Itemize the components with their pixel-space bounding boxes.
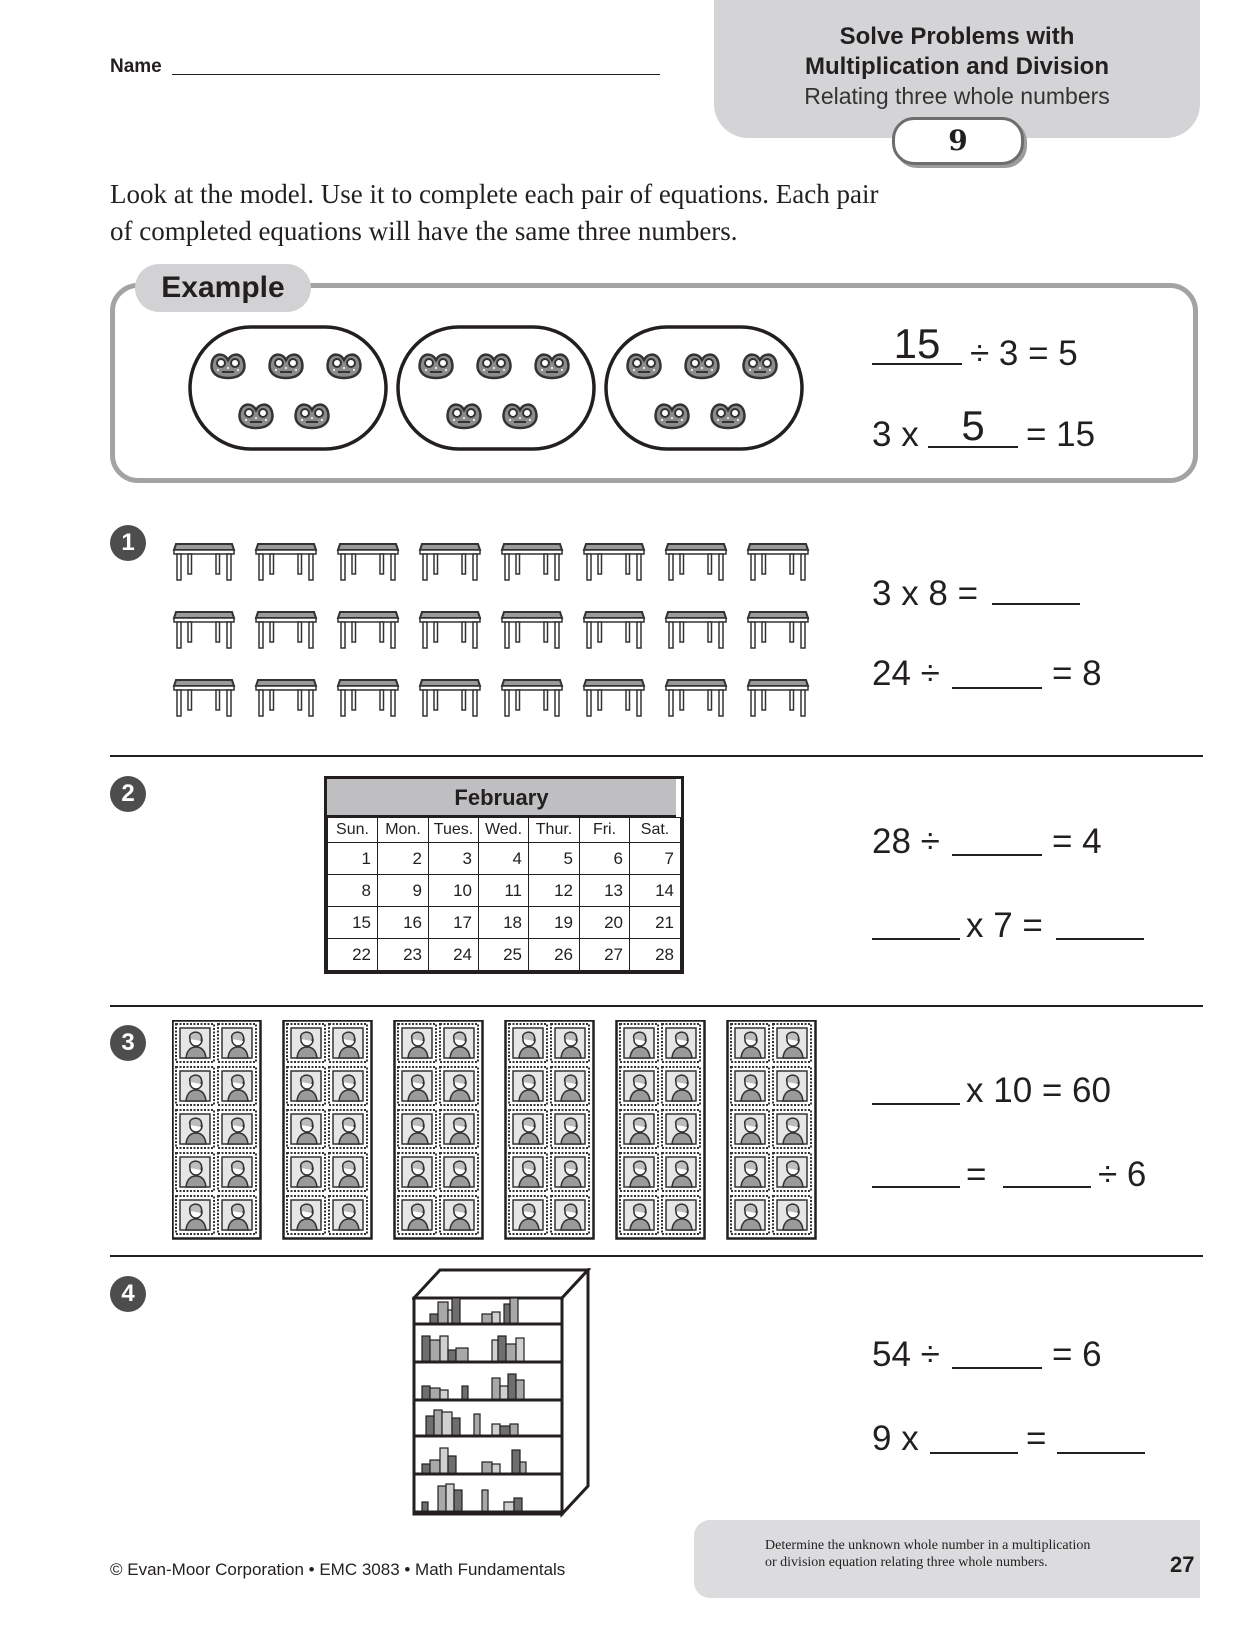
stamp-icon — [620, 1196, 658, 1234]
footer-description-line-1: Determine the unknown whole number in a multiplication — [765, 1538, 1091, 1553]
stamp-icon — [440, 1196, 478, 1234]
stamp-icon — [398, 1110, 436, 1148]
stamp-sheet — [617, 1021, 705, 1239]
stamp-icon — [773, 1153, 811, 1191]
calendar-date: 10 — [429, 875, 479, 907]
stamp-icon — [440, 1110, 478, 1148]
table-icon — [584, 680, 644, 716]
book-icon — [456, 1348, 468, 1362]
stamp-icon — [329, 1196, 367, 1234]
stamp-icon — [398, 1196, 436, 1234]
calendar-month: February — [327, 779, 676, 817]
book-icon — [422, 1386, 430, 1400]
book-icon — [446, 1484, 454, 1512]
book-icon — [492, 1312, 500, 1324]
group-oval — [606, 327, 802, 449]
book-icon — [426, 1416, 434, 1436]
stamp-icon — [398, 1067, 436, 1105]
book-icon — [440, 1448, 448, 1474]
stamp-icon — [329, 1110, 367, 1148]
calendar-date: 19 — [529, 907, 580, 939]
pretzel-icon — [420, 355, 453, 378]
instructions — [110, 176, 1010, 250]
instructions-line-2: of completed equations will have the same three numbers. — [110, 216, 738, 246]
pretzel-icon — [656, 405, 689, 428]
problem-4-eq2-mid: = — [1026, 1419, 1047, 1458]
example-eq1-answer: 15 — [893, 320, 941, 367]
table-icon — [174, 544, 234, 580]
divider-3 — [110, 1255, 1203, 1257]
stamps-model — [172, 1020, 832, 1242]
stamp-icon — [509, 1024, 547, 1062]
stamp-icon — [620, 1110, 658, 1148]
table-icon — [502, 544, 562, 580]
problem-3-eq1-blank[interactable] — [872, 1103, 960, 1105]
calendar-date: 18 — [479, 907, 529, 939]
copyright: © Evan-Moor Corporation • EMC 3083 • Math Fundamentals — [110, 1560, 566, 1579]
lesson-number-badge: 9 — [892, 117, 1024, 165]
book-icon — [500, 1386, 508, 1400]
table-icon — [666, 612, 726, 648]
problem-2-eq2-blank-1[interactable] — [872, 938, 960, 940]
pretzel-icon — [212, 355, 245, 378]
divider-1 — [110, 755, 1203, 757]
example-eq2-answer: 5 — [961, 402, 985, 449]
calendar-day-header: Mon. — [378, 818, 429, 843]
footer-description-line-2: or division equation relating three whole numbers. — [765, 1555, 1048, 1570]
stamp-icon — [287, 1024, 325, 1062]
problem-2-eq1-right: = 4 — [1052, 822, 1102, 861]
calendar-date: 15 — [328, 907, 378, 939]
name-line[interactable] — [172, 74, 660, 75]
stamp-icon — [551, 1110, 589, 1148]
stamp-icon — [176, 1110, 214, 1148]
stamp-icon — [731, 1024, 769, 1062]
stamp-icon — [218, 1024, 256, 1062]
problem-4-eq2-blank-2[interactable] — [1057, 1452, 1145, 1454]
title-line-1: Solve Problems with — [839, 23, 1075, 50]
book-icon — [434, 1410, 442, 1436]
calendar-date: 1 — [328, 843, 378, 875]
stamp-icon — [662, 1110, 700, 1148]
stamp-icon — [509, 1067, 547, 1105]
book-icon — [508, 1374, 516, 1400]
calendar-date: 8 — [328, 875, 378, 907]
problem-1-eq2-right: = 8 — [1052, 654, 1102, 693]
problem-4-eq1-right: = 6 — [1052, 1335, 1102, 1374]
calendar-date: 3 — [429, 843, 479, 875]
book-icon — [454, 1490, 462, 1512]
calendar-date: 26 — [529, 939, 580, 971]
problem-4-eq1-left: 54 ÷ — [872, 1335, 940, 1374]
stamp-icon — [398, 1153, 436, 1191]
table-icon — [584, 544, 644, 580]
pretzel-icon — [478, 355, 511, 378]
problem-1-eq2-blank[interactable] — [952, 687, 1042, 689]
calendar-grid — [327, 817, 681, 971]
calendar-day-header: Tues. — [429, 818, 479, 843]
problem-2-eq2-mid: x 7 = — [966, 906, 1043, 945]
stamp-icon — [287, 1196, 325, 1234]
book-icon — [516, 1338, 524, 1362]
table-icon — [584, 612, 644, 648]
problem-2-eq2-blank-2[interactable] — [1056, 938, 1144, 940]
table-icon — [748, 612, 808, 648]
calendar-day-header: Fri. — [580, 818, 630, 843]
calendar-date: 23 — [378, 939, 429, 971]
example-model — [188, 322, 808, 454]
stamp-sheet — [395, 1021, 483, 1239]
stamp-icon — [176, 1196, 214, 1234]
book-icon — [482, 1462, 492, 1474]
problem-2-eq1-left: 28 ÷ — [872, 822, 940, 861]
instructions-line-1: Look at the model. Use it to complete each pair of equations. Each pair — [110, 179, 879, 209]
calendar-date: 24 — [429, 939, 479, 971]
stamp-icon — [731, 1153, 769, 1191]
stamp-sheet — [173, 1021, 261, 1239]
calendar-date: 16 — [378, 907, 429, 939]
stamp-icon — [329, 1024, 367, 1062]
book-icon — [438, 1302, 448, 1324]
book-icon — [512, 1450, 520, 1474]
book-icon — [474, 1414, 480, 1436]
calendar-date: 11 — [479, 875, 529, 907]
table-icon — [256, 612, 316, 648]
calendar — [324, 776, 684, 974]
stamp-sheet — [506, 1021, 594, 1239]
problem-3-eq2-blank-2[interactable] — [1003, 1186, 1091, 1188]
stamp-icon — [662, 1153, 700, 1191]
problem-4-eq2-left: 9 x — [872, 1419, 919, 1458]
problem-1-eq1-left: 3 x 8 = — [872, 574, 979, 613]
problem-4-eq2-blank-1[interactable] — [930, 1452, 1018, 1454]
problem-3-eq2-mid: = — [966, 1155, 987, 1194]
book-icon — [438, 1486, 446, 1512]
table-icon — [420, 612, 480, 648]
stamp-sheet — [728, 1021, 816, 1239]
calendar-date: 27 — [580, 939, 630, 971]
table-icon — [666, 544, 726, 580]
pretzel-group-2 — [398, 327, 594, 449]
book-icon — [442, 1412, 452, 1436]
stamp-icon — [773, 1024, 811, 1062]
calendar-date: 7 — [630, 843, 681, 875]
book-icon — [452, 1418, 460, 1436]
pretzel-icon — [240, 405, 273, 428]
pretzel-icon — [328, 355, 361, 378]
calendar-date: 22 — [328, 939, 378, 971]
calendar-date: 17 — [429, 907, 479, 939]
book-icon — [516, 1380, 524, 1400]
example-eq2-rest: = 15 — [1026, 415, 1096, 454]
calendar-day-header: Sat. — [630, 818, 681, 843]
stamp-icon — [176, 1024, 214, 1062]
table-icon — [748, 544, 808, 580]
book-icon — [510, 1424, 518, 1436]
group-oval — [190, 327, 386, 449]
book-icon — [422, 1336, 430, 1362]
book-icon — [448, 1456, 456, 1474]
table-icon — [502, 680, 562, 716]
tables-model — [172, 538, 832, 718]
stamp-icon — [773, 1196, 811, 1234]
stamp-icon — [551, 1067, 589, 1105]
stamp-icon — [620, 1153, 658, 1191]
book-icon — [492, 1340, 498, 1362]
calendar-date: 28 — [630, 939, 681, 971]
calendar-date: 20 — [580, 907, 630, 939]
stamp-icon — [731, 1110, 769, 1148]
table-icon — [420, 680, 480, 716]
example-eq2-left: 3 x — [872, 415, 919, 454]
stamp-icon — [218, 1067, 256, 1105]
problem-3-eq2-blank-1[interactable] — [872, 1186, 960, 1188]
problem-1-number: 1 — [110, 525, 146, 561]
book-icon — [492, 1424, 500, 1436]
table-icon — [666, 680, 726, 716]
example-eq1-rest: ÷ 3 = 5 — [970, 334, 1078, 373]
stamp-icon — [287, 1110, 325, 1148]
calendar-date: 9 — [378, 875, 429, 907]
book-icon — [514, 1498, 522, 1512]
pretzel-icon — [504, 405, 537, 428]
calendar-date: 6 — [580, 843, 630, 875]
stamp-icon — [731, 1196, 769, 1234]
stamp-icon — [398, 1024, 436, 1062]
stamp-icon — [287, 1067, 325, 1105]
table-icon — [338, 544, 398, 580]
stamp-icon — [440, 1067, 478, 1105]
example-eq2-blank — [928, 446, 1018, 448]
stamp-icon — [551, 1196, 589, 1234]
calendar-date: 14 — [630, 875, 681, 907]
problem-3-number: 3 — [110, 1025, 146, 1061]
problem-2-eq1-blank[interactable] — [952, 854, 1042, 856]
book-icon — [506, 1344, 516, 1362]
example-label: Example — [135, 264, 311, 312]
calendar-date: 25 — [479, 939, 529, 971]
calendar-day-header: Thur. — [529, 818, 580, 843]
stamp-icon — [509, 1153, 547, 1191]
book-icon — [448, 1350, 456, 1362]
book-icon — [504, 1304, 510, 1324]
calendar-date: 2 — [378, 843, 429, 875]
stamp-icon — [731, 1067, 769, 1105]
subtitle: Relating three whole numbers — [804, 83, 1110, 109]
stamp-icon — [218, 1196, 256, 1234]
table-icon — [748, 680, 808, 716]
calendar-date: 13 — [580, 875, 630, 907]
stamp-icon — [551, 1024, 589, 1062]
bookcase-icon — [412, 1268, 592, 1518]
book-icon — [482, 1490, 488, 1512]
book-icon — [430, 1388, 440, 1400]
pretzel-group-1 — [190, 327, 386, 449]
problem-4-number: 4 — [110, 1276, 146, 1312]
stamp-icon — [662, 1067, 700, 1105]
problem-2-number: 2 — [110, 776, 146, 812]
book-icon — [520, 1462, 526, 1474]
problem-1-eq1-blank[interactable] — [992, 603, 1080, 605]
book-icon — [440, 1336, 448, 1362]
book-icon — [462, 1386, 468, 1400]
pretzel-icon — [536, 355, 569, 378]
stamp-icon — [218, 1110, 256, 1148]
stamp-icon — [551, 1153, 589, 1191]
table-icon — [338, 612, 398, 648]
stamp-icon — [287, 1153, 325, 1191]
title-line-2: Multiplication and Division — [804, 53, 1109, 80]
table-icon — [174, 680, 234, 716]
example-eq1-blank — [872, 363, 962, 365]
problem-4-eq1-blank[interactable] — [952, 1367, 1042, 1369]
stamp-icon — [218, 1153, 256, 1191]
page-number: 27 — [1170, 1552, 1195, 1577]
stamp-icon — [620, 1024, 658, 1062]
stamp-icon — [176, 1067, 214, 1105]
group-oval — [398, 327, 594, 449]
table-icon — [256, 544, 316, 580]
book-icon — [430, 1460, 440, 1474]
problem-3-eq1-right: x 10 = 60 — [966, 1071, 1111, 1110]
calendar-date: 4 — [479, 843, 529, 875]
stamp-icon — [440, 1153, 478, 1191]
problem-1-eq2-left: 24 ÷ — [872, 654, 940, 693]
stamp-icon — [329, 1153, 367, 1191]
stamp-icon — [773, 1110, 811, 1148]
pretzel-icon — [744, 355, 777, 378]
calendar-day-header: Sun. — [328, 818, 378, 843]
stamp-icon — [509, 1196, 547, 1234]
pretzel-icon — [686, 355, 719, 378]
book-icon — [498, 1336, 506, 1362]
divider-2 — [110, 1005, 1203, 1007]
calendar-date: 21 — [630, 907, 681, 939]
stamp-icon — [440, 1024, 478, 1062]
calendar-date: 12 — [529, 875, 580, 907]
calendar-date: 5 — [529, 843, 580, 875]
book-icon — [492, 1378, 500, 1400]
pretzel-icon — [712, 405, 745, 428]
pretzel-group-3 — [606, 327, 802, 449]
table-icon — [502, 612, 562, 648]
book-icon — [430, 1340, 440, 1362]
footer-description — [765, 1537, 1165, 1571]
stamp-icon — [329, 1067, 367, 1105]
stamp-icon — [662, 1196, 700, 1234]
stamp-icon — [662, 1024, 700, 1062]
pretzel-icon — [296, 405, 329, 428]
name-label: Name — [110, 56, 162, 77]
book-icon — [452, 1298, 460, 1324]
pretzel-icon — [270, 355, 303, 378]
table-icon — [420, 544, 480, 580]
stamp-sheet — [284, 1021, 372, 1239]
problem-3-eq2-right: ÷ 6 — [1098, 1155, 1147, 1194]
stamp-icon — [176, 1153, 214, 1191]
calendar-day-header: Wed. — [479, 818, 529, 843]
table-icon — [174, 612, 234, 648]
stamp-icon — [773, 1067, 811, 1105]
stamp-icon — [509, 1110, 547, 1148]
pretzel-icon — [448, 405, 481, 428]
table-icon — [338, 680, 398, 716]
table-icon — [256, 680, 316, 716]
pretzel-icon — [628, 355, 661, 378]
book-icon — [510, 1298, 518, 1324]
stamp-icon — [620, 1067, 658, 1105]
